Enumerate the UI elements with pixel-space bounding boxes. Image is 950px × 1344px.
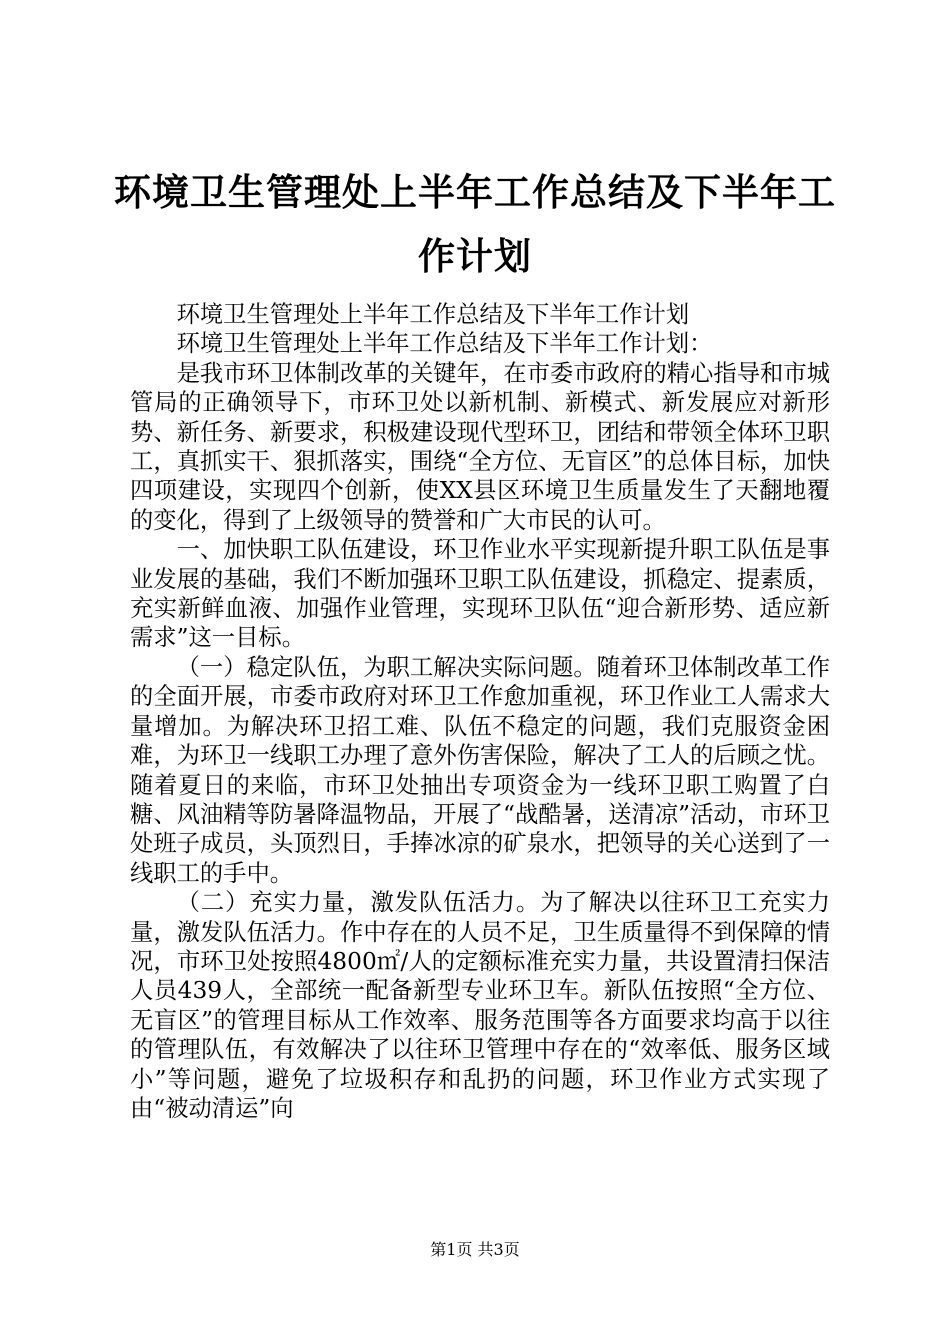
- paragraph-heading-colon: 环境卫生管理处上半年工作总结及下半年工作计划：: [176, 330, 713, 358]
- paragraph-section-one: 一、加快职工队伍建设，环卫作业水平实现新提升职工队伍是事业发展的基础，我们不断加强环卫职工队伍建设，抓稳定、提素质，充实新鲜血液、加强作业管理，实现环卫队伍“迎合新形势、适应新需求”这一目标。: [130, 536, 830, 652]
- paragraph-subsection-one: （一）稳定队伍，为职工解决实际问题。随着环卫体制改革工作的全面开展，市委市政府对环卫工作愈加重视，环卫作业工人需求大量增加。为解决环卫招工难、队伍不稳定的问题，我们克服资金困难，为环卫一线职工办理了意外伤害保险，解决了工人的后顾之忧。随着夏日的来临，市环卫处抽出专项资金为一线环卫职工购置了白糖、风油精等防暑降温物品，开展了“战酷暑，送清凉”活动，市环卫处班子成员，头顶烈日，手捧冰凉的矿泉水，把领导的关心送到了一线职工的手中。: [130, 653, 830, 887]
- document-title: 环境卫生管理处上半年工作总结及下半年工作计划: [114, 170, 836, 278]
- paragraph-subsection-two: （二）充实力量，激发队伍活力。为了解决以往环卫工充实力量，激发队伍活力。作中存在的人员不足，卫生质量得不到保障的情况，市环卫处按照4800㎡/人的定额标准充实力量，共设置清扫保洁人员439人，全部统一配备新型专业环卫车。新队伍按照“全方位、无盲区”的管理目标从工作效率、服务范围等各方面要求均高于以往的管理队伍，有效解决了以往环卫管理中存在的“效率低、服务区域小”等问题，避免了垃圾积存和乱扔的问题，环卫作业方式实现了由“被动清运”向: [130, 889, 830, 1122]
- paragraph-intro: 是我市环卫体制改革的关键年，在市委市政府的精心指导和市城管局的正确领导下，市环卫处以新机制、新模式、新发展应对新形势、新任务、新要求，积极建设现代型环卫，团结和带领全体环卫职工，真抓实干、狠抓落实，围绕“全方位、无盲区”的总体目标，加快四项建设，实现四个创新，使XX县区环境卫生质量发生了天翻地覆的变化，得到了上级领导的赞誉和广大市民的认可。: [130, 359, 830, 534]
- document-body: [130, 300, 830, 1123]
- page-number-footer: 第1页 共3页: [430, 1240, 520, 1259]
- paragraph-heading-repeat: 环境卫生管理处上半年工作总结及下半年工作计划: [176, 301, 690, 328]
